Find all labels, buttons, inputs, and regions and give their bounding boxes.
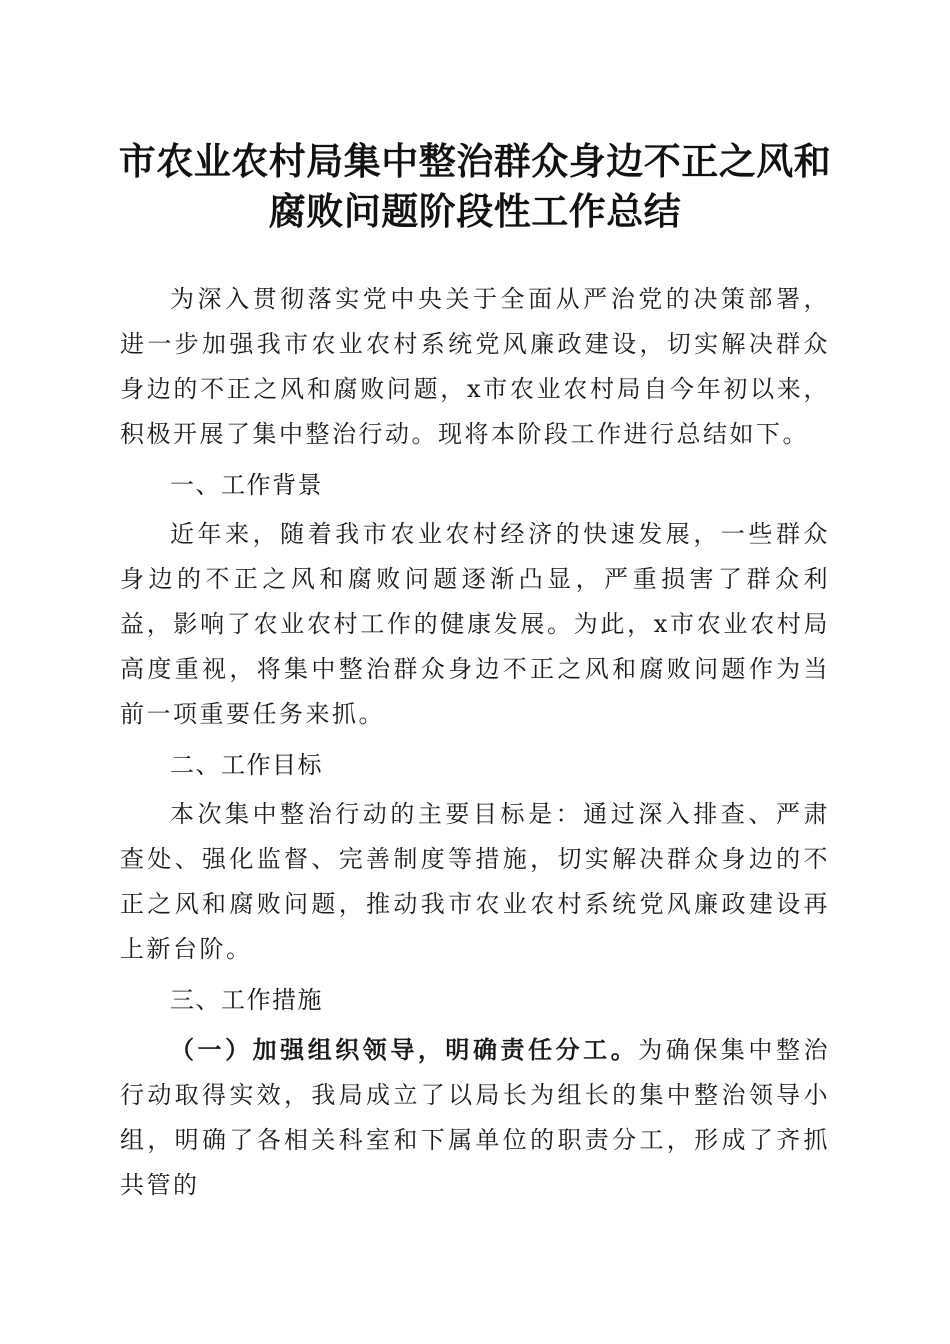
- background-paragraph: 近年来，随着我市农业农村经济的快速发展，一些群众身边的不正之风和腐败问题逐渐凸显，严重损害了群众利益，影响了农业农村工作的健康发展。为此，x市农业农村局高度重视，将集中整治群众身边不正之风和腐败问题作为当前一项重要任务来抓。: [120, 520, 830, 728]
- measures-item-lead: （一）加强组织领导，明确责任分工。: [170, 1035, 639, 1064]
- measures-item-body: 为确保集中整治行动取得实效，我局成立了以局长为组长的集中整治领导小组，明确了各相关科室和下属单位的职责分工，形成了齐抓共管的: [120, 1036, 831, 1199]
- document-body: [120, 277, 830, 1208]
- goals-paragraph: 本次集中整治行动的主要目标是：通过深入排查、严肃查处、强化监督、完善制度等措施，切实解决群众身边的不正之风和腐败问题，推动我市农业农村系统党风廉政建设再上新台阶。: [120, 800, 830, 963]
- intro-paragraph: 为深入贯彻落实党中央关于全面从严治党的决策部署，进一步加强我市农业农村系统党风廉政建设，切实解决群众身边的不正之风和腐败问题，x市农业农村局自今年初以来，积极开展了集中整治行动。现将本阶段工作进行总结如下。: [120, 285, 830, 448]
- section-heading-measures: 三、工作措施: [170, 986, 323, 1014]
- measures-item-paragraph: [120, 1027, 830, 1208]
- section-heading-background: 一、工作背景: [170, 471, 323, 499]
- section-heading-goals: 二、工作目标: [170, 751, 323, 779]
- document-title: 市农业农村局集中整治群众身边不正之风和腐败问题阶段性工作总结: [118, 139, 832, 233]
